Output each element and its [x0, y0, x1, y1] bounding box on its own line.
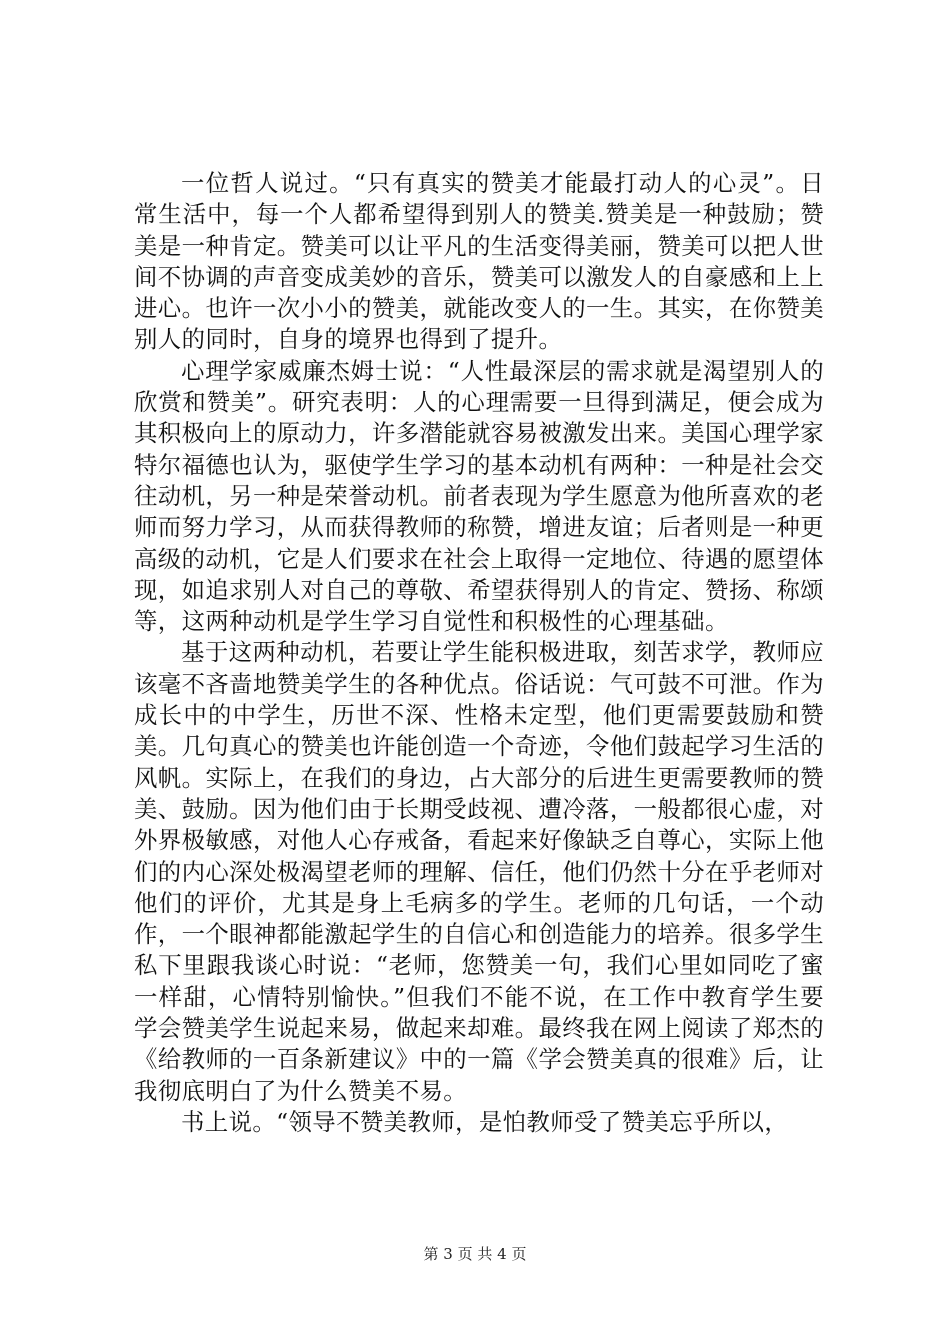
paragraph-1: 一位哲人说过。“只有真实的赞美才能最打动人的心灵”。日常生活中，每一个人都希望得到别人的赞美.赞美是一种鼓励；赞美是一种肯定。赞美可以让平凡的生活变得美丽，赞美可以把人世间不协调的声音变成美妙的音乐，赞美可以激发人的自豪感和上上进心。也许一次小小的赞美，就能改变人的一生。其实，在你赞美别人的同时，自身的境界也得到了提升。	[134, 169, 824, 354]
paragraph-4: 书上说。“领导不赞美教师，是怕教师受了赞美忘乎所以，	[181, 1107, 789, 1136]
page-footer: 第 3 页 共 4 页	[423, 1245, 527, 1263]
paragraph-2: 心理学家威廉杰姆士说：“人性最深层的需求就是渴望别人的欣赏和赞美”。研究表明：人的心理需要一旦得到满足，便会成为其积极向上的原动力，许多潜能就容易被激发出来。美国心理学家特尔福德也认为，驱使学生学习的基本动机有两种：一种是社会交往动机，另一种是荣誉动机。前者表现为学生愿意为他所喜欢的老师而努力学习，从而获得教师的称赞，增进友谊；后者则是一种更高级的动机，它是人们要求在社会上取得一定地位、待遇的愿望体现，如追求别人对自己的尊敬、希望获得别人的肯定、赞扬、称颂等，这两种动机是学生学习自觉性和积极性的心理基础。	[134, 356, 824, 636]
body-text	[134, 168, 824, 1138]
paragraph-3: 基于这两种动机，若要让学生能积极进取，刻苦求学，教师应该毫不吝啬地赞美学生的各种优点。俗话说：气可鼓不可泄。作为成长中的中学生，历世不深、性格未定型，他们更需要鼓励和赞美。几句真心的赞美也许能创造一个奇迹，令他们鼓起学习生活的风帆。实际上，在我们的身边，占大部分的后进生更需要教师的赞美、鼓励。因为他们由于长期受歧视、遭冷落，一般都很心虚，对外界极敏感，对他人心存戒备，看起来好像缺乏自尊心，实际上他们的内心深处极渴望老师的理解、信任，他们仍然十分在乎老师对他们的评价，尤其是身上毛病多的学生。老师的几句话，一个动作，一个眼神都能激起学生的自信心和创造能力的培养。很多学生私下里跟我谈心时说：“老师，您赞美一句，我们心里如同吃了蜜一样甜，心情特别愉快。”但我们不能不说，在工作中教育学生要学会赞美学生说起来易，做起来却难。最终我在网上阅读了郑杰的《给教师的一百条新建议》中的一篇《学会赞美真的很难》后，让我彻底明白了为什么赞美不易。	[134, 638, 824, 1105]
